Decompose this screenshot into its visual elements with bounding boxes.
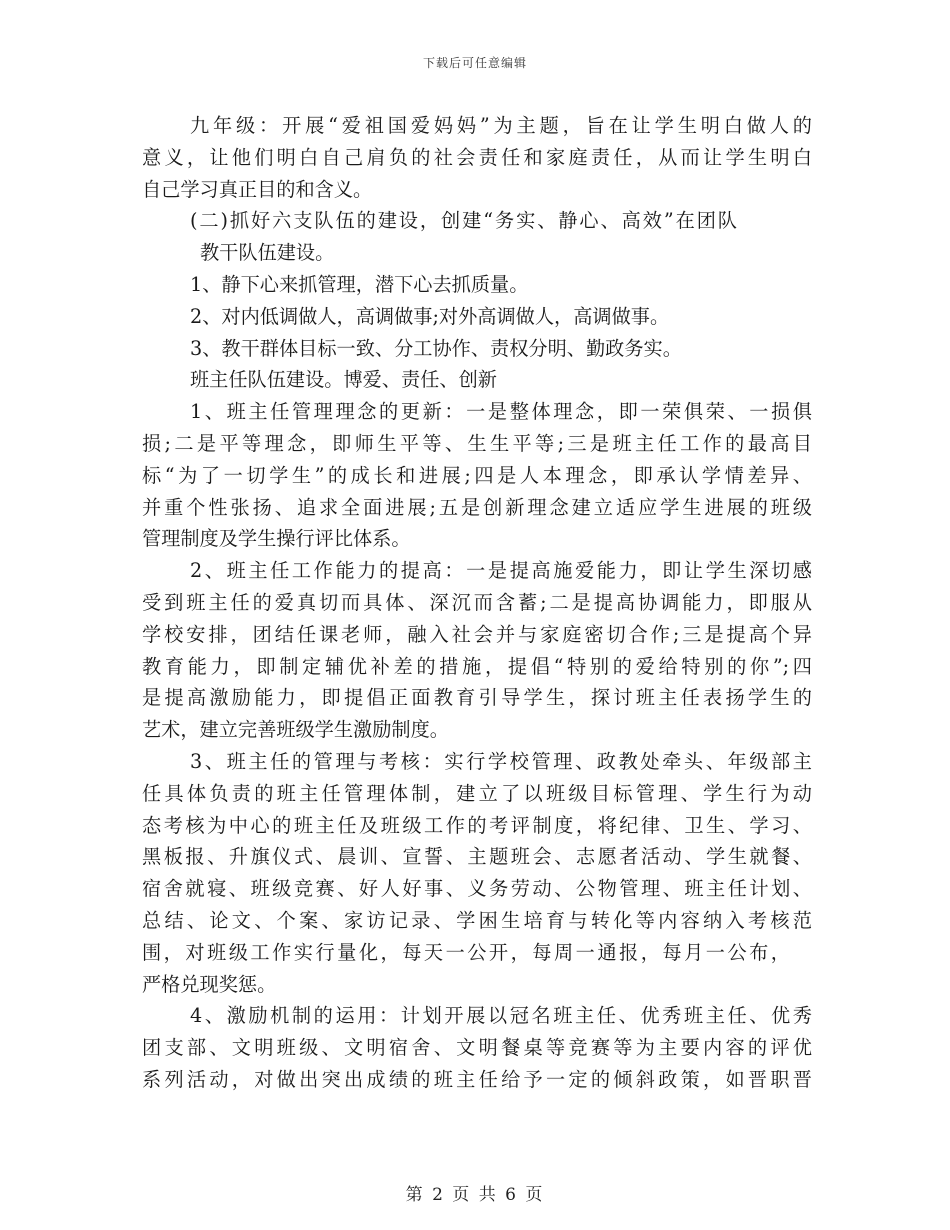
text-line: 是提高激励能力，即提倡正面教育引导学生，探讨班主任表扬学生的 [142, 686, 812, 710]
text-line: 管理制度及学生操行评比体系。 [142, 527, 411, 551]
text-line: 受到班主任的爱真切而具体、深沉而含蓄;二是提高协调能力，即服从 [142, 590, 812, 614]
text-line: 九年级：开展“爱祖国爱妈妈”为主题，旨在让学生明白做人的 [190, 114, 812, 137]
text-line: 并重个性张扬、追求全面进展;五是创新理念建立适应学生进展的班级 [142, 495, 812, 519]
text-line: 意义，让他们明白自己肩负的社会责任和家庭责任，从而让学生明白 [142, 145, 812, 169]
text-line: 标“为了一切学生”的成长和进展;四是人本理念，即承认学情差异、 [142, 463, 812, 487]
page-header: 下载后可任意编辑 [422, 56, 527, 70]
text-line: 2、班主任工作能力的提高：一是提高施爱能力，即让学生深切感 [190, 559, 812, 583]
text-line: 班主任队伍建设。博爱、责任、创新 [190, 368, 497, 392]
text-line: 系列活动，对做出突出成绩的班主任给予一定的倾斜政策，如晋职晋 [142, 1067, 812, 1091]
text-line: 3、班主任的管理与考核：实行学校管理、政教处牵头、年级部主 [190, 749, 812, 773]
text-line: 教干队伍建设。 [200, 241, 335, 265]
text-line: 团支部、文明班级、文明宿舍、文明餐桌等竞赛等为主要内容的评优 [142, 1036, 812, 1060]
text-line: 任具体负责的班主任管理体制，建立了以班级目标管理、学生行为动 [142, 781, 812, 805]
text-line: 严格兑现奖惩。 [142, 972, 277, 996]
text-line: 教育能力，即制定辅优补差的措施，提倡“特别的爱给特别的你”;四 [142, 654, 812, 678]
text-line: 态考核为中心的班主任及班级工作的考评制度，将纪律、卫生、学习、 [142, 813, 812, 837]
page-number-footer: 第 2 页 共 6 页 [405, 1185, 545, 1205]
text-line: 总结、论文、个案、家访记录、学困生培育与转化等内容纳入考核范 [142, 908, 812, 932]
text-line: 宿舍就寝、班级竞赛、好人好事、义务劳动、公物管理、班主任计划、 [142, 877, 812, 901]
document-body [142, 110, 812, 1096]
text-line: 艺术，建立完善班级学生激励制度。 [142, 718, 449, 742]
text-line: 4、激励机制的运用：计划开展以冠名班主任、优秀班主任、优秀 [190, 1004, 812, 1028]
text-line: 学校安排，团结任课老师，融入社会并与家庭密切合作;三是提高个异 [142, 622, 812, 646]
text-line: 损;二是平等理念，即师生平等、生生平等;三是班主任工作的最高目 [142, 431, 812, 455]
text-line: 自己学习真正目的和含义。 [142, 177, 373, 201]
text-line: 1、静下心来抓管理，潜下心去抓质量。 [190, 272, 529, 296]
text-line: 2、对内低调做人，高调做事;对外高调做人，高调做事。 [190, 304, 670, 328]
text-line: 黑板报、升旗仪式、晨训、宣誓、主题班会、志愿者活动、学生就餐、 [142, 845, 812, 869]
text-line: 围，对班级工作实行量化，每天一公开，每周一通报，每月一公布， [142, 940, 790, 964]
text-line: 1、班主任管理理念的更新：一是整体理念，即一荣俱荣、一损俱 [190, 400, 812, 424]
text-line: (二)抓好六支队伍的建设，创建“务实、静心、高效”在团队 [190, 209, 737, 233]
text-line: 3、教干群体目标一致、分工协作、责权分明、勤政务实。 [190, 336, 682, 360]
